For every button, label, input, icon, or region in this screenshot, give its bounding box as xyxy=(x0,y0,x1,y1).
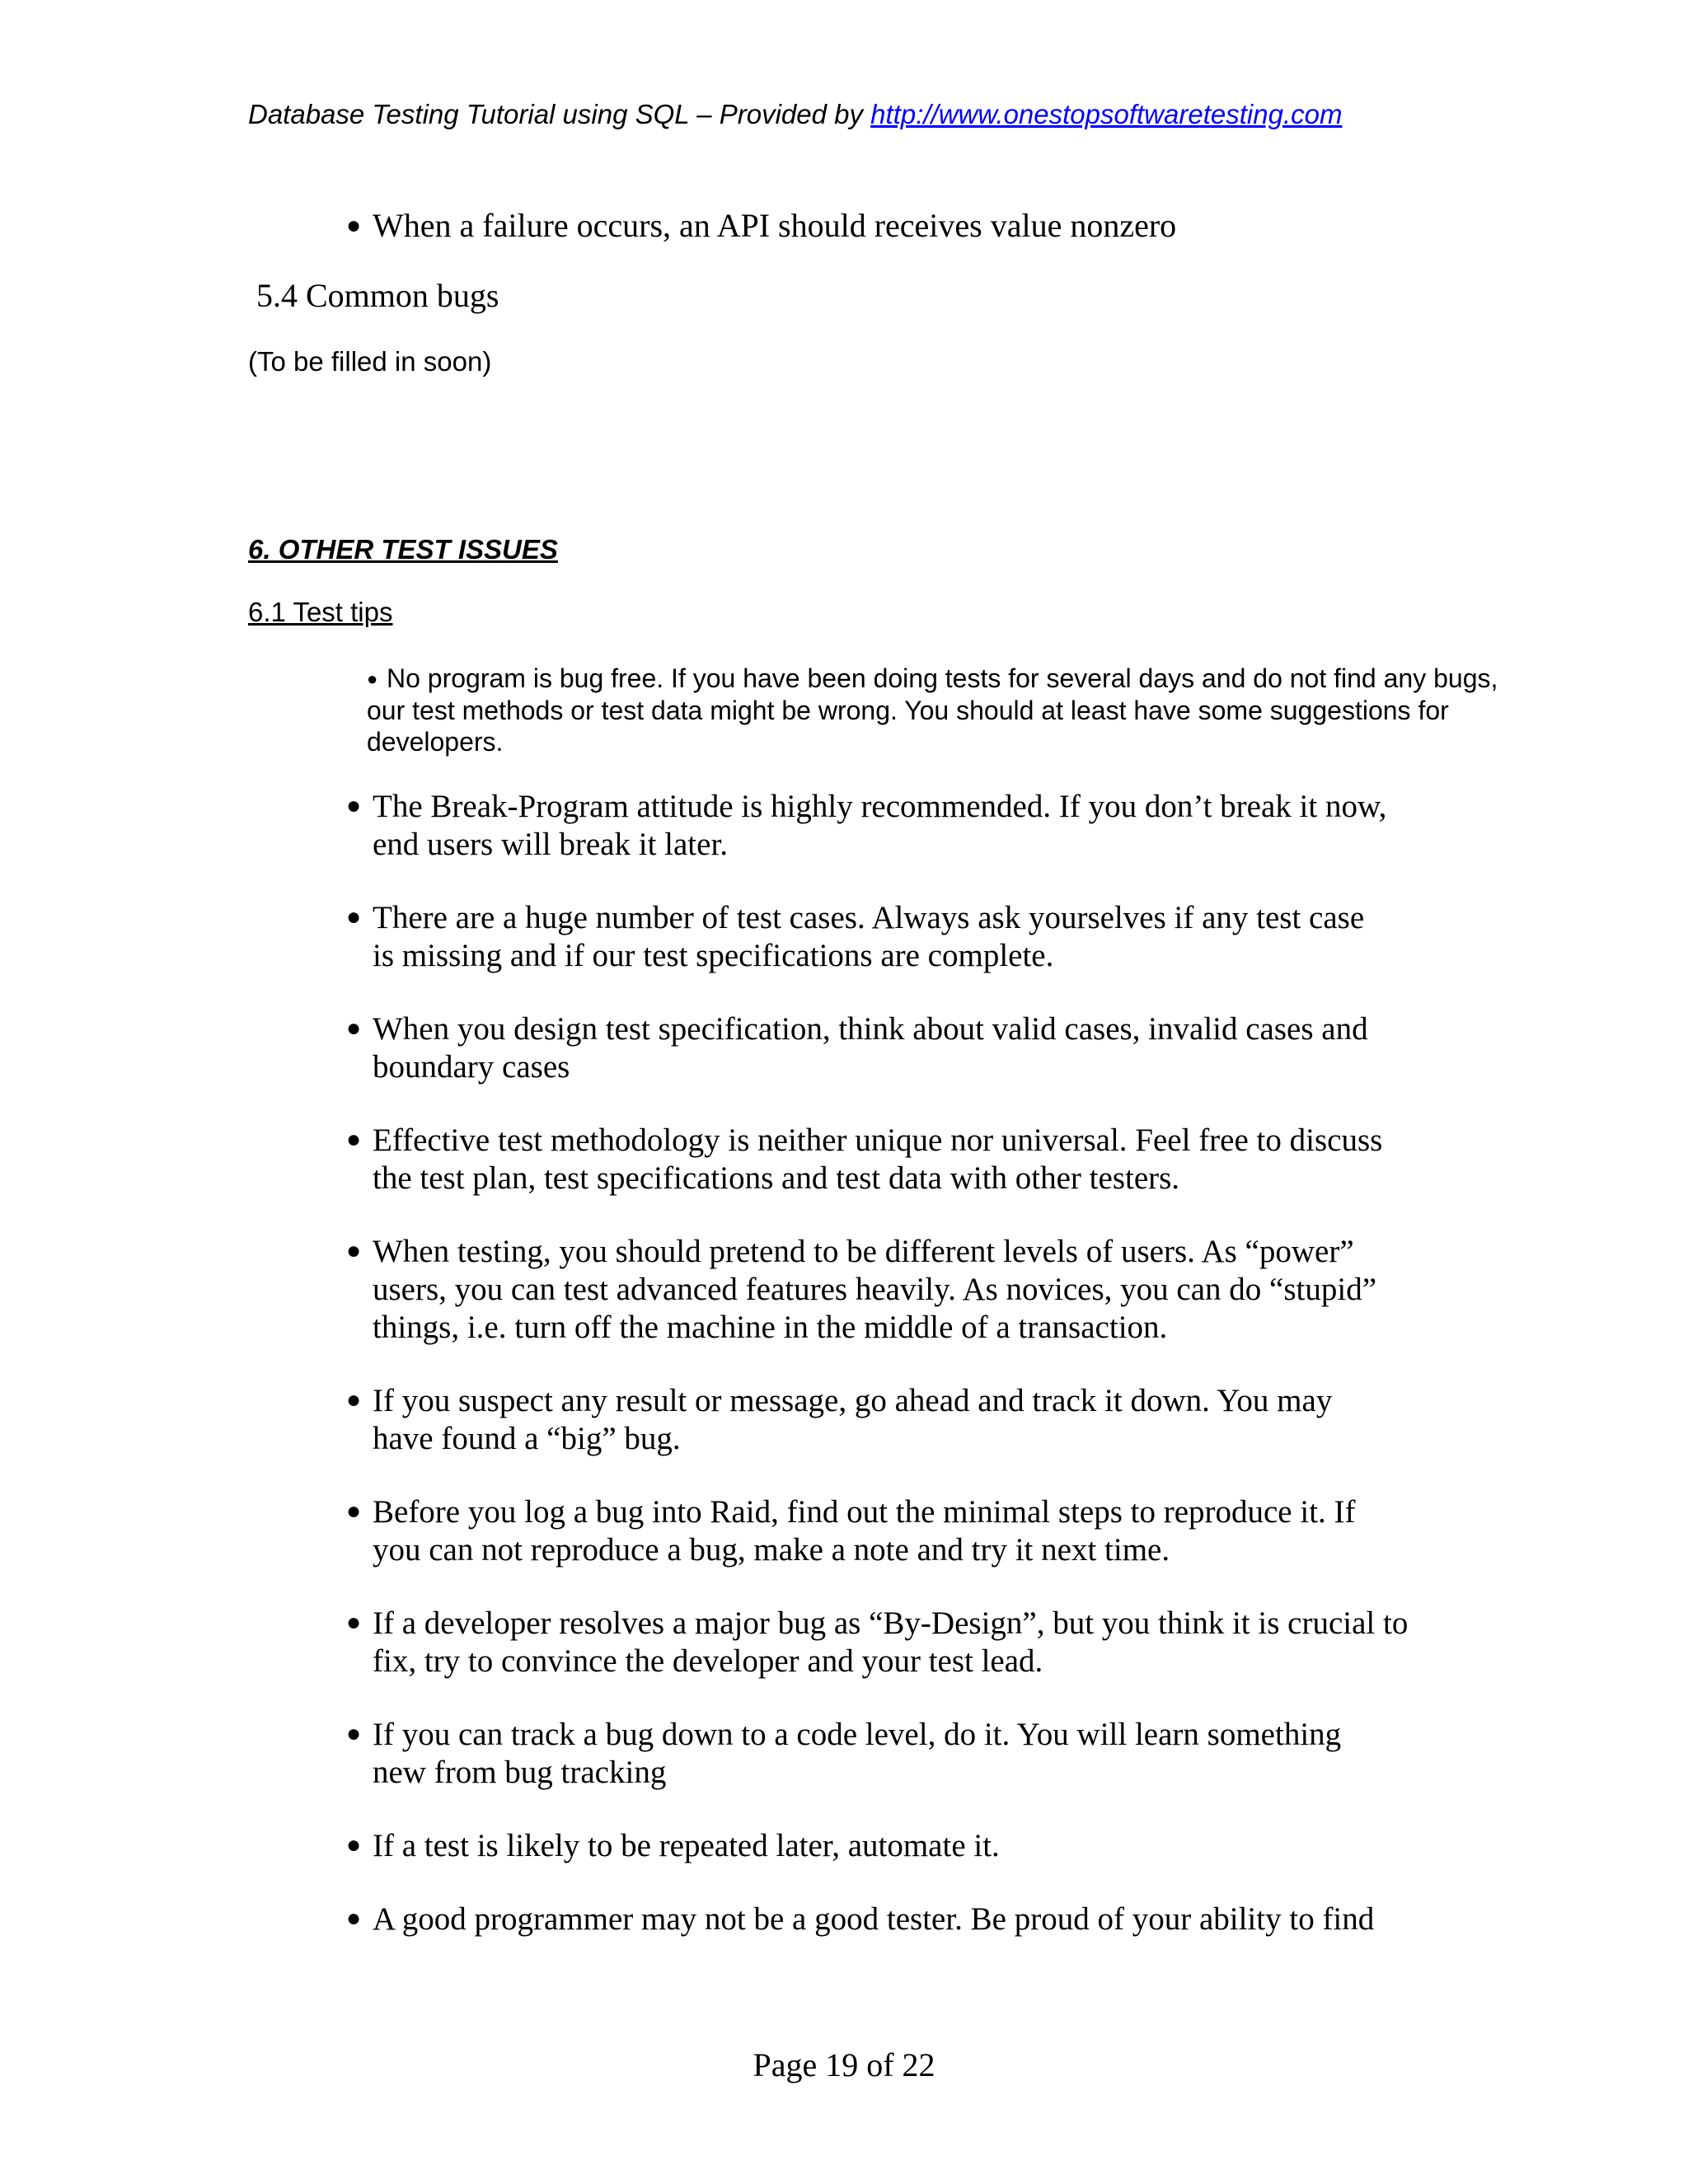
tip-text: When testing, you should pretend to be different levels of users. As “power” users, you can test advanced features heavily. As novices, you can do “stupid” things, i.e. turn off the machine in the middle of a transaction. xyxy=(373,1234,1377,1345)
list-item xyxy=(346,787,1533,864)
section-5-4-heading: 5.4 Common bugs xyxy=(256,277,499,314)
bullet-dot-icon: ● xyxy=(367,668,378,689)
tip-text: When you design test specification, think about valid cases, invalid cases and boundary cases xyxy=(373,1011,1368,1085)
list-item xyxy=(346,1826,1533,1865)
api-failure-bullet xyxy=(346,207,1176,245)
section-5-4-note: (To be filled in soon) xyxy=(248,346,492,377)
list-item xyxy=(346,1232,1533,1347)
bullet-dot-icon: ● xyxy=(346,1237,362,1264)
tip-text: There are a huge number of test cases. Always ask yourselves if any test case is missing and if our test specifications are complete. xyxy=(373,900,1365,973)
section-6-1-subheading: 6.1 Test tips xyxy=(248,597,393,627)
tip-text: Before you log a bug into Raid, find out the minimal steps to reproduce it. If you can not reproduce a bug, make a note and try it next time. xyxy=(373,1494,1356,1568)
page-number: Page 19 of 22 xyxy=(753,2046,935,2083)
bullet-dot-icon: ● xyxy=(346,1015,362,1042)
bullet-dot-icon: ● xyxy=(346,1905,362,1932)
list-item xyxy=(346,898,1533,975)
bullet-dot-icon: ● xyxy=(346,1497,362,1525)
bullet-dot-icon: ● xyxy=(346,1720,362,1747)
tip-text: If a developer resolves a major bug as “By-Design”, but you think it is crucial to fix, try to convince the developer and your test lead. xyxy=(373,1605,1409,1679)
list-item xyxy=(346,1381,1533,1458)
first-tip-text: No program is bug free. If you have been doing tests for several days and do not find any bugs, our test methods or test data might be wrong. You should at least have some suggestions for developers. xyxy=(367,663,1498,757)
bullet-dot-icon: ● xyxy=(346,1126,362,1153)
bullet-dot-icon: ● xyxy=(346,212,362,239)
first-tip xyxy=(367,663,1504,757)
page-header xyxy=(248,99,1342,130)
list-item xyxy=(346,1493,1533,1569)
list-item xyxy=(346,1715,1533,1792)
tip-text: Effective test methodology is neither unique nor universal. Feel free to discuss the test plan, test specifications and test data with other testers. xyxy=(373,1122,1383,1196)
bullet-dot-icon: ● xyxy=(346,903,362,930)
list-item xyxy=(346,1900,1533,1938)
tip-text: If you can track a bug down to a code level, do it. You will learn something new from bug tracking xyxy=(373,1717,1342,1790)
section-6-heading: 6. OTHER TEST ISSUES xyxy=(248,534,558,565)
bullet-dot-icon: ● xyxy=(346,1609,362,1636)
tip-text: A good programmer may not be a good tester. Be proud of your ability to find xyxy=(373,1901,1375,1937)
list-item xyxy=(346,1121,1533,1197)
list-item xyxy=(346,1010,1533,1086)
bullet-dot-icon: ● xyxy=(346,792,362,819)
tip-text: The Break-Program attitude is highly recommended. If you don’t break it now, end users will break it later. xyxy=(373,789,1387,862)
tip-text: If a test is likely to be repeated later, automate it. xyxy=(373,1828,1000,1863)
header-text: Database Testing Tutorial using SQL – Provided by xyxy=(248,99,871,129)
list-item xyxy=(346,1604,1533,1680)
bullet-dot-icon: ● xyxy=(346,1831,362,1858)
header-link[interactable]: http://www.onestopsoftwaretesting.com xyxy=(870,99,1343,129)
bullet-dot-icon: ● xyxy=(346,1386,362,1413)
tip-text: If you suspect any result or message, go ahead and track it down. You may have found a “big” bug. xyxy=(373,1383,1333,1456)
test-tips-list xyxy=(346,787,1533,1973)
api-failure-text: When a failure occurs, an API should receives value nonzero xyxy=(373,207,1177,244)
